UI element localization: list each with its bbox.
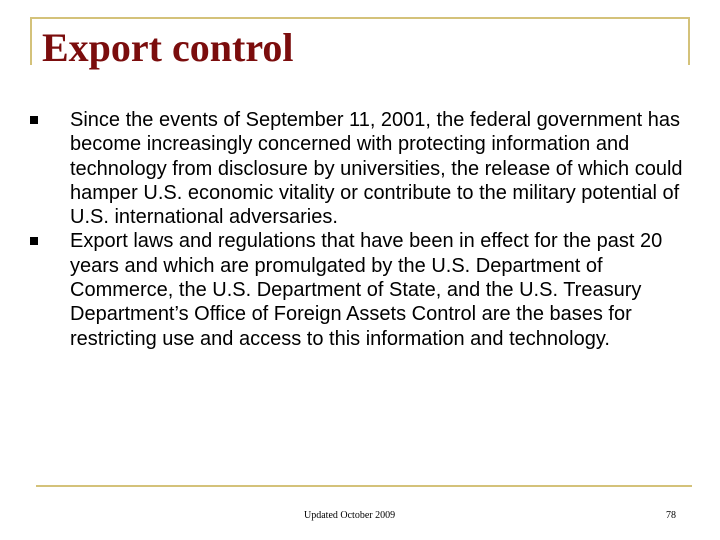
- square-bullet-icon: [30, 116, 38, 124]
- page-number: 78: [666, 510, 676, 521]
- slide-title: Export control: [42, 25, 294, 70]
- bullet-list: [30, 108, 690, 351]
- bullet-text: Since the events of September 11, 2001, the federal government has become increasingly concerned with protecting information and technology from disclosure by universities, the release of which could hamper U.S. economic vitality or contribute to the military potential of U.S. international adversaries.: [70, 109, 683, 229]
- bullet-text: Export laws and regulations that have been in effect for the past 20 years and which are promulgated by the U.S. Department of Commerce, the U.S. Department of State, and the U.S. Treasury Department’s Office of Foreign Assets Control are the bases for restricting use and access to this information and technology.: [70, 230, 663, 350]
- title-frame-right-rule: [688, 17, 690, 65]
- bullet-item: [30, 108, 690, 229]
- title-frame-left-rule: [30, 17, 32, 65]
- square-bullet-icon: [30, 237, 38, 245]
- title-frame-top-rule: [30, 17, 690, 19]
- footer-rule: [36, 485, 692, 487]
- bullet-item: [30, 229, 690, 350]
- footer-date: Updated October 2009: [304, 510, 396, 521]
